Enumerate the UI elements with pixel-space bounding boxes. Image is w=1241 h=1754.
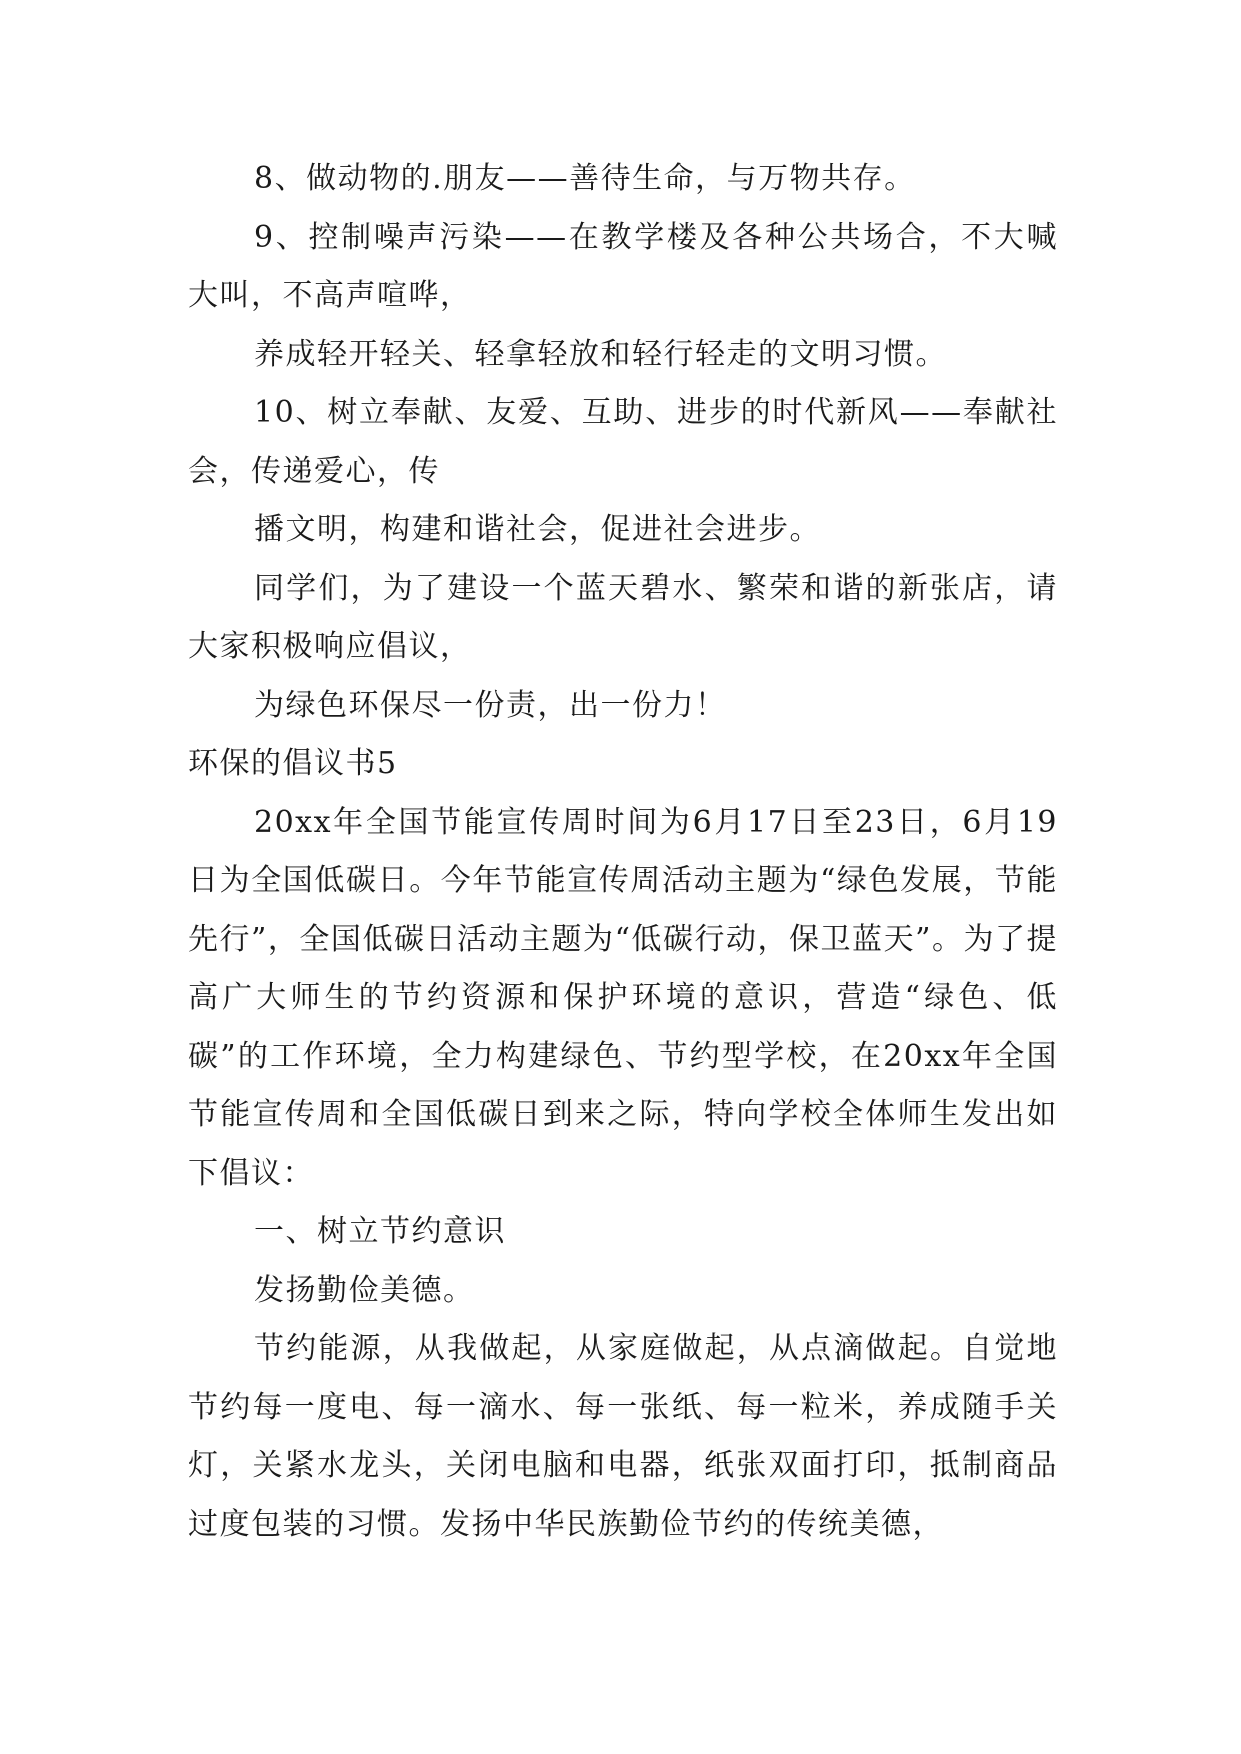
document-body [188, 150, 1058, 1554]
paragraph: 一、树立节约意识 [254, 1214, 506, 1249]
paragraph: 播文明，构建和谐社会，促进社会进步。 [254, 512, 821, 547]
paragraph: 节约能源，从我做起，从家庭做起，从点滴做起。自觉地节约每一度电、每一滴水、每一张纸、每一粒米，养成随手关灯，关紧水龙头，关闭电脑和电器，纸张双面打印，抵制商品过度包装的习惯。发扬中华民族勤俭节约的传统美德， [188, 1331, 1058, 1542]
paragraph: 8、做动物的.朋友——善待生命，与万物共存。 [254, 161, 916, 196]
paragraph: 20xx年全国节能宣传周时间为6月17日至23日，6月19日为全国低碳日。今年节能宣传周活动主题为“绿色发展，节能先行”，全国低碳日活动主题为“低碳行动，保卫蓝天”。为了提高广大师生的节约资源和保护环境的意识，营造“绿色、低碳”的工作环境，全力构建绿色、节约型学校，在20xx年全国节能宣传周和全国低碳日到来之际，特向学校全体师生发出如下倡议： [188, 804, 1058, 1191]
paragraph: 10、树立奉献、友爱、互助、进步的时代新风——奉献社会，传递爱心，传 [188, 395, 1058, 489]
paragraph: 发扬勤俭美德。 [254, 1272, 475, 1308]
paragraph: 9、控制噪声污染——在教学楼及各种公共场合，不大喊大叫，不高声喧哗， [188, 219, 1058, 313]
paragraph: 为绿色环保尽一份责，出一份力！ [254, 687, 727, 723]
section-heading: 环保的倡议书5 [188, 746, 398, 781]
paragraph: 养成轻开轻关、轻拿轻放和轻行轻走的文明习惯。 [254, 336, 947, 372]
paragraph: 同学们，为了建设一个蓝天碧水、繁荣和谐的新张店，请大家积极响应倡议， [188, 570, 1058, 664]
